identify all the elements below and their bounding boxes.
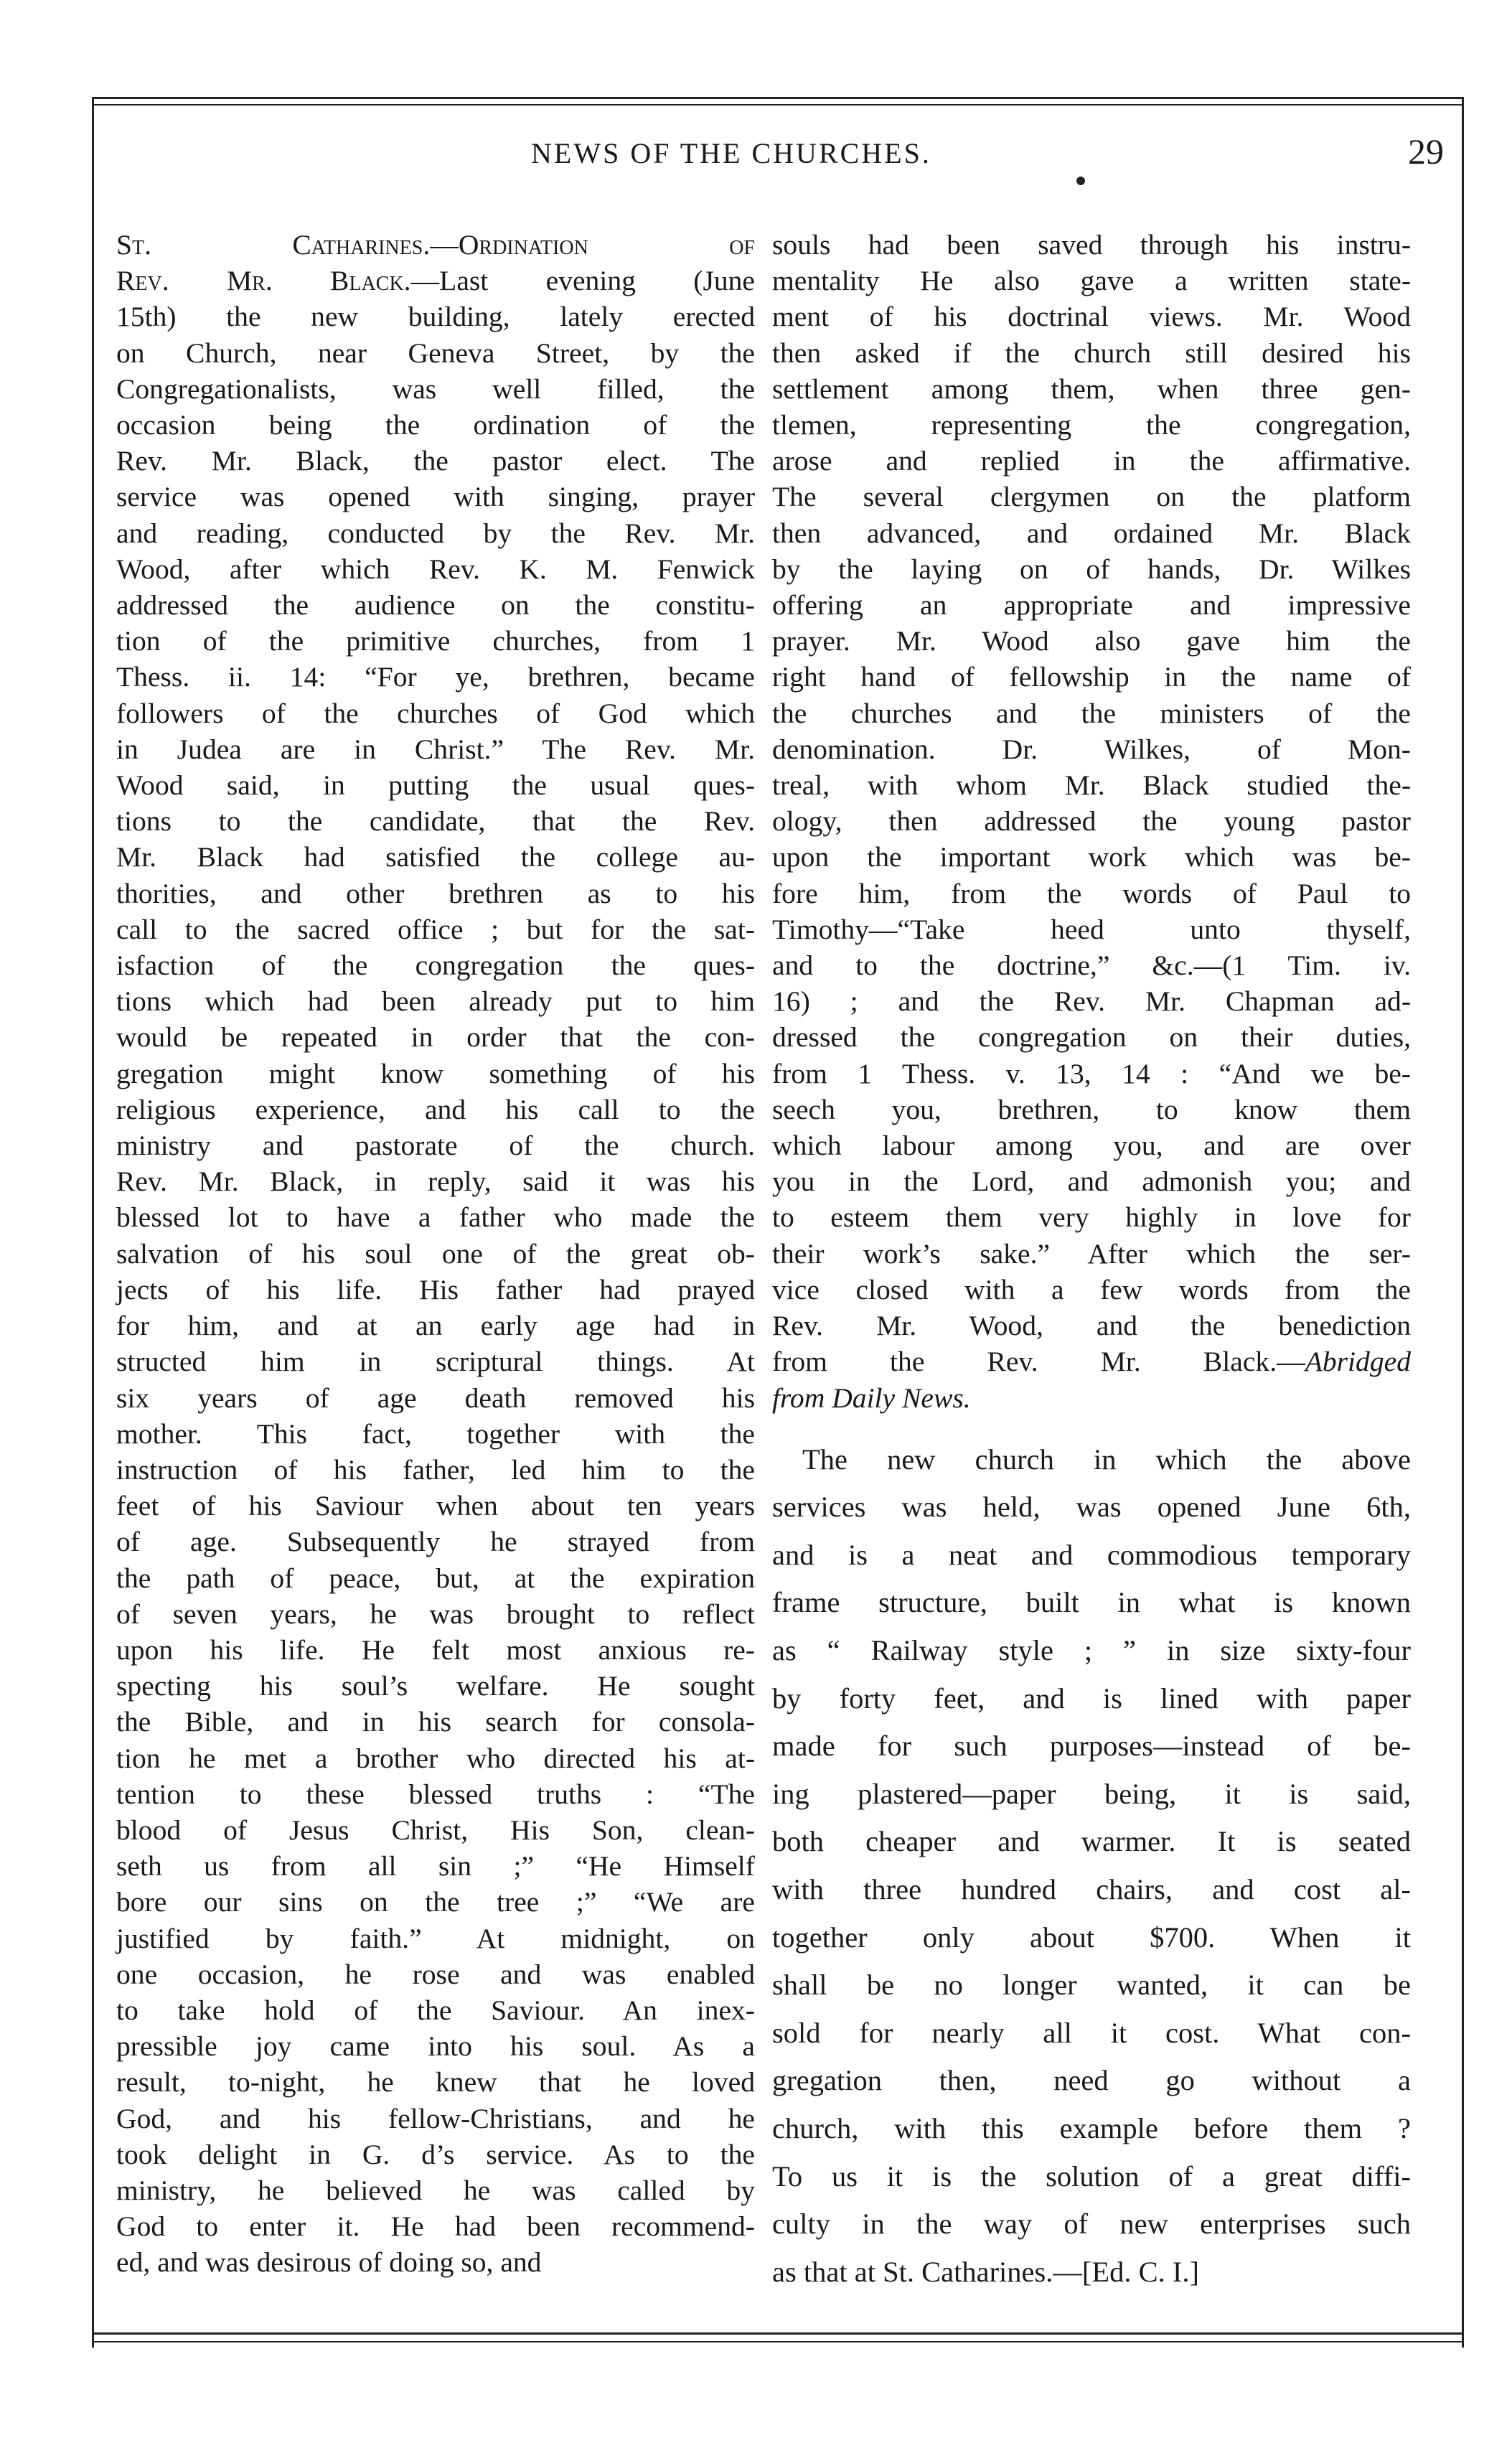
closing-text: from the Rev. Mr. Black.— bbox=[772, 1346, 1305, 1378]
article-attribution bbox=[772, 1343, 1411, 1415]
article-line: would be repeated in order that the con- bbox=[116, 1021, 755, 1054]
bottom-rule-inner bbox=[92, 2341, 1464, 2343]
page-number: 29 bbox=[1408, 131, 1444, 172]
editorial-line: made for such purposes—instead of be- bbox=[772, 1730, 1411, 1763]
article-line: the path of peace, but, at the expiration bbox=[116, 1562, 755, 1594]
article-line: you in the Lord, and admonish you; and bbox=[772, 1166, 1411, 1198]
editorial-line: church, with this example before them ? bbox=[772, 2112, 1411, 2145]
running-head: NEWS OF THE CHURCHES. bbox=[531, 137, 931, 169]
article-line: from 1 Thess. v. 13, 14 : “And we be- bbox=[772, 1057, 1411, 1089]
editorial-line: The new church in which the above bbox=[802, 1443, 1411, 1476]
article-line: God, and his fellow-Christians, and he bbox=[116, 2102, 755, 2134]
article-line: on Church, near Geneva Street, by the bbox=[116, 337, 755, 369]
article-line: blessed lot to have a father who made the bbox=[116, 1201, 755, 1234]
article-line: ed, and was desirous of doing so, and bbox=[116, 2246, 542, 2279]
article-line: mother. This fact, together with the bbox=[116, 1417, 755, 1450]
article-line: Wood said, in putting the usual ques- bbox=[116, 769, 755, 802]
article-line: ministry and pastorate of the church. bbox=[116, 1130, 755, 1162]
editorial-line: with three hundred chairs, and cost al- bbox=[772, 1873, 1411, 1906]
article-line: feet of his Saviour when about ten years bbox=[116, 1490, 755, 1522]
article-line: followers of the churches of God which bbox=[116, 697, 755, 729]
article-line: souls had been saved through his instru- bbox=[772, 229, 1411, 261]
article-line: addressed the audience on the constitu- bbox=[116, 589, 755, 622]
article-line: religious experience, and his call to the bbox=[116, 1093, 755, 1125]
editorial-line: shall be no longer wanted, it can be bbox=[772, 1969, 1411, 2002]
editorial-line: frame structure, built in what is known bbox=[772, 1586, 1411, 1619]
article-line: Mr. Black had satisfied the college au- bbox=[116, 841, 755, 873]
article-line: arose and replied in the affirmative. bbox=[772, 445, 1411, 477]
attribution-text: Abridged bbox=[1305, 1346, 1411, 1378]
article-line: six years of age death removed his bbox=[116, 1382, 755, 1414]
article-line: tions to the candidate, that the Rev. bbox=[116, 805, 755, 838]
article-line: prayer. Mr. Wood also gave him the bbox=[772, 625, 1411, 657]
article-line bbox=[772, 1343, 1411, 1379]
article-line: vice closed with a few words from the bbox=[772, 1273, 1411, 1305]
article-line: 15th) the new building, lately erected bbox=[116, 301, 755, 333]
article-line: treal, with whom Mr. Black studied the- bbox=[772, 769, 1411, 802]
article-line: denomination. Dr. Wilkes, of Mon- bbox=[772, 733, 1411, 765]
article-line: Rev. Mr. Black, in reply, said it was his bbox=[116, 1166, 755, 1198]
article-line: seth us from all sin ;” “He Himself bbox=[116, 1850, 755, 1882]
article-line: The several clergymen on the platform bbox=[772, 481, 1411, 513]
article-continuation bbox=[772, 227, 1411, 1343]
attribution-source: from Daily News. bbox=[772, 1382, 971, 1414]
article-line: by the laying on of hands, Dr. Wilkes bbox=[772, 553, 1411, 585]
article-line: then asked if the church still desired his bbox=[772, 337, 1411, 369]
editorial-line: To us it is the solution of a great diffi- bbox=[772, 2159, 1411, 2193]
bottom-rule bbox=[92, 2332, 1464, 2335]
article-line: upon the important work which was be- bbox=[772, 841, 1411, 873]
article-line: ministry, he believed he was called by bbox=[116, 2174, 755, 2206]
article-line: Thess. ii. 14: “For ye, brethren, became bbox=[116, 661, 755, 693]
editorial-line: together only about $700. When it bbox=[772, 1921, 1411, 1954]
editorial-line: as that at St. Catharines.—[Ed. C. I.] bbox=[772, 2255, 1200, 2288]
article-line: Timothy—“Take heed unto thyself, bbox=[772, 913, 1411, 945]
article-line: tion of the primitive churches, from 1 bbox=[116, 625, 755, 657]
editorial-line: both cheaper and warmer. It is seated bbox=[772, 1825, 1411, 1858]
article-line: one occasion, he rose and was enabled bbox=[116, 1958, 755, 1990]
article-line: tention to these blessed truths : “The bbox=[116, 1778, 755, 1810]
article-line: pressible joy came into his soul. As a bbox=[116, 2030, 755, 2063]
article-line: right hand of fellowship in the name of bbox=[772, 661, 1411, 693]
article-line: result, to-night, he knew that he loved bbox=[116, 2066, 755, 2098]
editorial-note bbox=[772, 1436, 1411, 2297]
article-line: Rev. Mr. Black.—Last evening (June bbox=[116, 265, 755, 297]
article-line: Rev. Mr. Black, the pastor elect. The bbox=[116, 445, 755, 477]
article-line: dressed the congregation on their duties, bbox=[772, 1021, 1411, 1054]
article-line: occasion being the ordination of the bbox=[116, 409, 755, 441]
article-line: justified by faith.” At midnight, on bbox=[116, 1922, 755, 1954]
article-line: of seven years, he was brought to reflect bbox=[116, 1598, 755, 1630]
editorial-line: ing plastered—paper being, it is said, bbox=[772, 1777, 1411, 1810]
article-line: ology, then addressed the young pastor bbox=[772, 805, 1411, 838]
article-line: ment of his doctrinal views. Mr. Wood bbox=[772, 301, 1411, 333]
article-line: God to enter it. He had been recommend- bbox=[116, 2210, 755, 2243]
article-line bbox=[116, 227, 755, 263]
right-column bbox=[772, 227, 1411, 2296]
ornament-dot bbox=[1076, 177, 1085, 185]
article-line: salvation of his soul one of the great ob- bbox=[116, 1237, 755, 1270]
article-line: jects of his life. His father had prayed bbox=[116, 1273, 755, 1305]
article-line: 16) ; and the Rev. Mr. Chapman ad- bbox=[772, 985, 1411, 1018]
editorial-line: as “ Railway style ; ” in size sixty-four bbox=[772, 1634, 1411, 1667]
article-line: Congregationalists, was well filled, the bbox=[116, 372, 755, 405]
article-line: tions which had been already put to him bbox=[116, 985, 755, 1018]
editorial-line: gregation then, need go without a bbox=[772, 2064, 1411, 2097]
article-line: and reading, conducted by the Rev. Mr. bbox=[116, 517, 755, 549]
editorial-line: by forty feet, and is lined with paper bbox=[772, 1682, 1411, 1715]
article-line: Rev. Mr. Wood, and the benediction bbox=[772, 1310, 1411, 1342]
article-line: settlement among them, when three gen- bbox=[772, 372, 1411, 405]
article-line: instruction of his father, led him to the bbox=[116, 1453, 755, 1486]
editorial-line: services was held, was opened June 6th, bbox=[772, 1491, 1411, 1524]
article-line: gregation might know something of his bbox=[116, 1057, 755, 1089]
article-line: tlemen, representing the congregation, bbox=[772, 409, 1411, 441]
article-line: specting his soul’s welfare. He sought bbox=[116, 1670, 755, 1702]
article-line: upon his life. He felt most anxious re- bbox=[116, 1633, 755, 1666]
article-line: their work’s sake.” After which the ser- bbox=[772, 1237, 1411, 1270]
article-line: took delight in G. d’s service. As to the bbox=[116, 2138, 755, 2170]
article-line: and to the doctrine,” &c.—(1 Tim. iv. bbox=[772, 949, 1411, 982]
article-line: to take hold of the Saviour. An inex- bbox=[116, 1994, 755, 2026]
article-line: mentality He also gave a written state- bbox=[772, 265, 1411, 297]
article-line: tion he met a brother who directed his at- bbox=[116, 1742, 755, 1774]
heading-smallcaps: St. Catharines.—Ordination of bbox=[116, 229, 755, 261]
article-line: in Judea are in Christ.” The Rev. Mr. bbox=[116, 733, 755, 765]
article-line: the churches and the ministers of the bbox=[772, 697, 1411, 729]
article-line: fore him, from the words of Paul to bbox=[772, 877, 1411, 909]
article-line: to esteem them very highly in love for bbox=[772, 1201, 1411, 1234]
article-line: thorities, and other brethren as to his bbox=[116, 877, 755, 909]
article-line: blood of Jesus Christ, His Son, clean- bbox=[116, 1814, 755, 1846]
article-line: then advanced, and ordained Mr. Black bbox=[772, 517, 1411, 549]
article-line: bore our sins on the tree ;” “We are bbox=[116, 1886, 755, 1918]
article-line: call to the sacred office ; but for the sat- bbox=[116, 913, 755, 945]
article-line: of age. Subsequently he strayed from bbox=[116, 1526, 755, 1558]
editorial-line: and is a neat and commodious temporary bbox=[772, 1538, 1411, 1571]
article-line: for him, and at an early age had in bbox=[116, 1310, 755, 1342]
article-line: which labour among you, and are over bbox=[772, 1130, 1411, 1162]
heading-smallcaps: Rev. Mr. Black. bbox=[116, 265, 411, 297]
article-line: isfaction of the congregation the ques- bbox=[116, 949, 755, 982]
editorial-line: sold for nearly all it cost. What con- bbox=[772, 2016, 1411, 2049]
editorial-line: culty in the way of new enterprises such bbox=[772, 2208, 1411, 2241]
article-line: service was opened with singing, prayer bbox=[116, 481, 755, 513]
article-line: the Bible, and in his search for consola- bbox=[116, 1706, 755, 1738]
left-column bbox=[116, 227, 755, 2281]
article-line: structed him in scriptural things. At bbox=[116, 1346, 755, 1378]
article-line: seech you, brethren, to know them bbox=[772, 1093, 1411, 1125]
article-line: offering an appropriate and impressive bbox=[772, 589, 1411, 622]
article-line: Wood, after which Rev. K. M. Fenwick bbox=[116, 553, 755, 585]
